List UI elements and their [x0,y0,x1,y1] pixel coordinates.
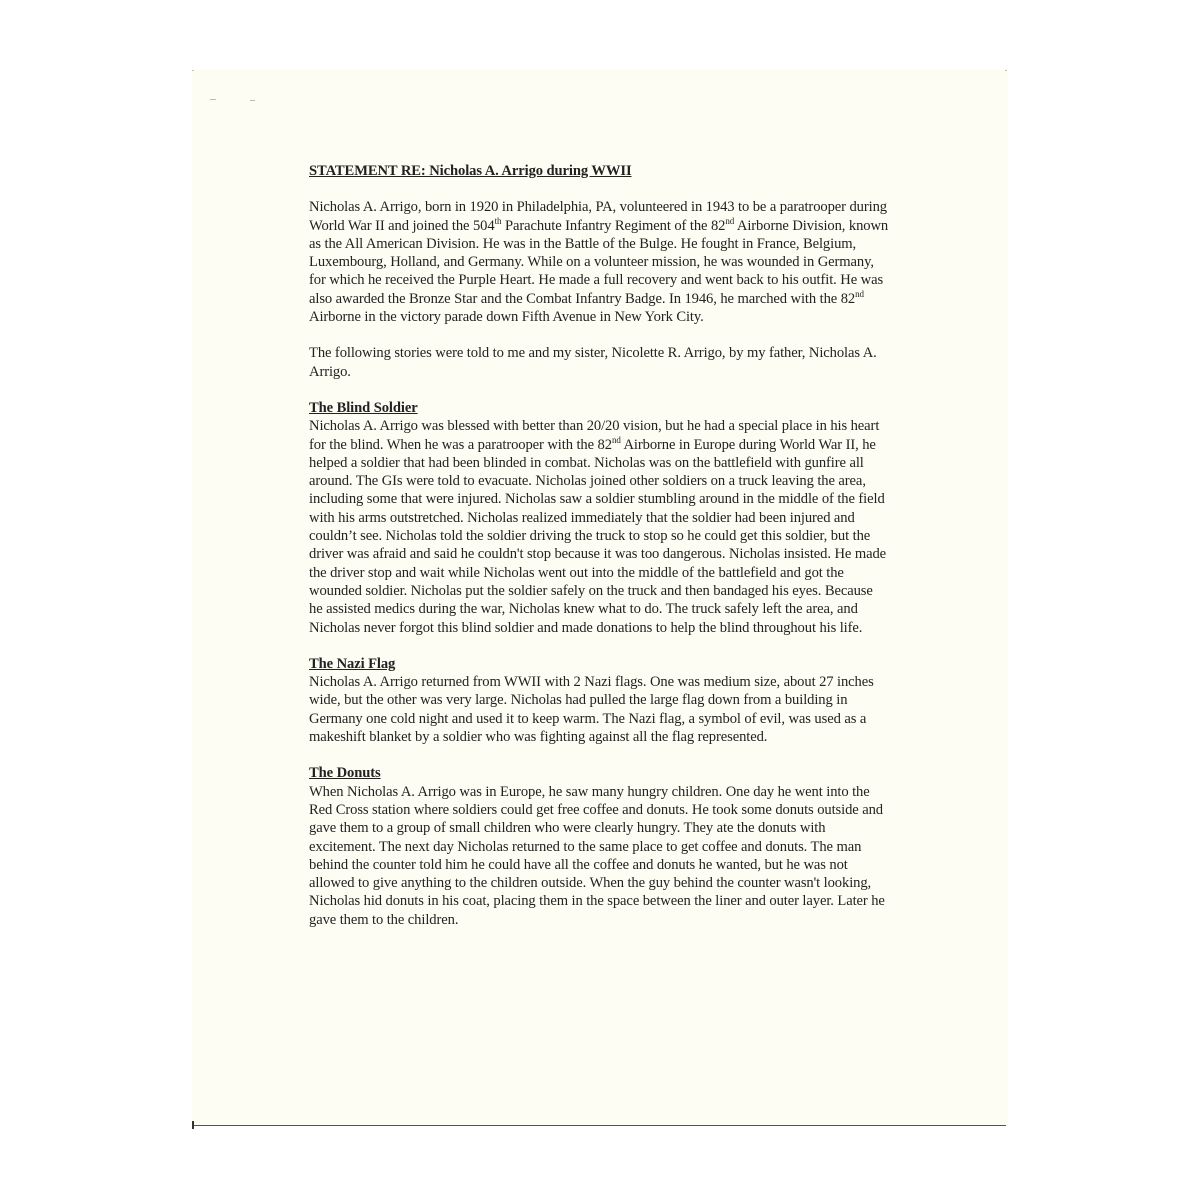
intro-text: Parachute Infantry Regiment of the 82 [501,217,726,234]
section-heading: The Nazi Flag [309,655,396,672]
section-body: When Nicholas A. Arrigo was in Europe, he saw many hungry children. One day he went into the Red Cross station where soldiers could get free coffee and donuts. He took some donuts outside and gave them to a group of small children who were clearly hungry. They ate the donuts with excitement. The next day Nicholas returned to the same place to get coffee and donuts. The man behind the counter told him he could have all the coffee and donuts he wanted, but he was not allowed to give anything to the children outside. When the guy behind the counter wasn't looking, Nicholas hid donuts in his coat, placing them in the space between the liner and outer layer. Later he gave them to the children. [309,783,885,928]
ordinal-suffix: nd [855,288,864,299]
section-body: Nicholas A. Arrigo returned from WWII with 2 Nazi flags. One was medium size, about 27 inches wide, but the other was very large. Nicholas had pulled the large flag down from a building in Germany one cold night and used it to keep warm. The Nazi flag, a symbol of evil, was used as a makeshift blanket by a soldier who was fighting against all the flag represented. [309,674,874,746]
section-text: Airborne in Europe during World War II, he helped a soldier that had been blinded in combat. Nicholas was on the battlefield with gunfire all around. The GIs were told to evacuate. Nicholas joined other soldiers on a truck leaving the area, including some that were injured. Nicholas saw a soldier stumbling around in the middle of the field with his arms outstretched. Nicholas realized immediately that the soldier had been injured and couldn’t see. Nicholas told the soldier driving the truck to stop so he could get this soldier, but the driver was afraid and said he couldn't stop because it was too dangerous. Nicholas insisted. He made the driver stop and wait while Nicholas went out into the middle of the battlefield and got the wounded soldier. Nicholas put the soldier safely on the truck and then bandaged his eyes. Because he assisted medics during the war, Nicholas knew what to do. The truck safely left the area, and Nicholas never forgot this blind soldier and made donations to help the blind throughout his life. [309,436,887,636]
document-body [309,162,889,947]
intro-text: Airborne Division, known as the All American Division. He was in the Battle of the Bulge. He fought in France, Belgium, Luxembourg, Holland, and Germany. While on a volunteer mission, he was wounded in Germany, for which he received the Purple Heart. He made a full recovery and went back to his outfit. He was also awarded the Bronze Star and the Combat Infantry Badge. In 1946, he marched with the 82 [309,217,889,307]
ordinal-suffix: nd [725,215,735,226]
scan-speck [210,99,216,100]
section-heading: The Blind Soldier [309,399,418,416]
intro-text: Airborne in the victory parade down Fifth Avenue in New York City. [309,309,704,326]
ordinal-suffix: th [494,215,502,226]
section-blind-soldier [309,399,889,637]
ordinal-suffix: nd [611,434,621,445]
intro-text: Nicholas A. Arrigo, born in 1920 in Philadelphia, PA, volunteered in 1943 to be a paratrooper during World War II and joined the 504 [309,199,887,234]
section-text: Nicholas A. Arrigo was blessed with better than 20/20 vision, but he had a special place in his heart for the blind. When he was a paratrooper with the 82 [309,418,880,453]
section-nazi-flag [309,655,889,746]
intro-paragraph [309,198,889,326]
scan-speck [1005,70,1007,71]
document-title: STATEMENT RE: Nicholas A. Arrigo during WWII [309,163,632,179]
section-donuts [309,764,889,929]
section-body [309,417,889,637]
preface-paragraph: The following stories were told to me and my sister, Nicolette R. Arrigo, by my father, Nicholas A. Arrigo. [309,345,877,380]
section-heading: The Donuts [309,765,381,782]
scan-speck [192,70,194,71]
page-bottom-edge [194,1125,1006,1126]
scan-speck [250,100,255,101]
